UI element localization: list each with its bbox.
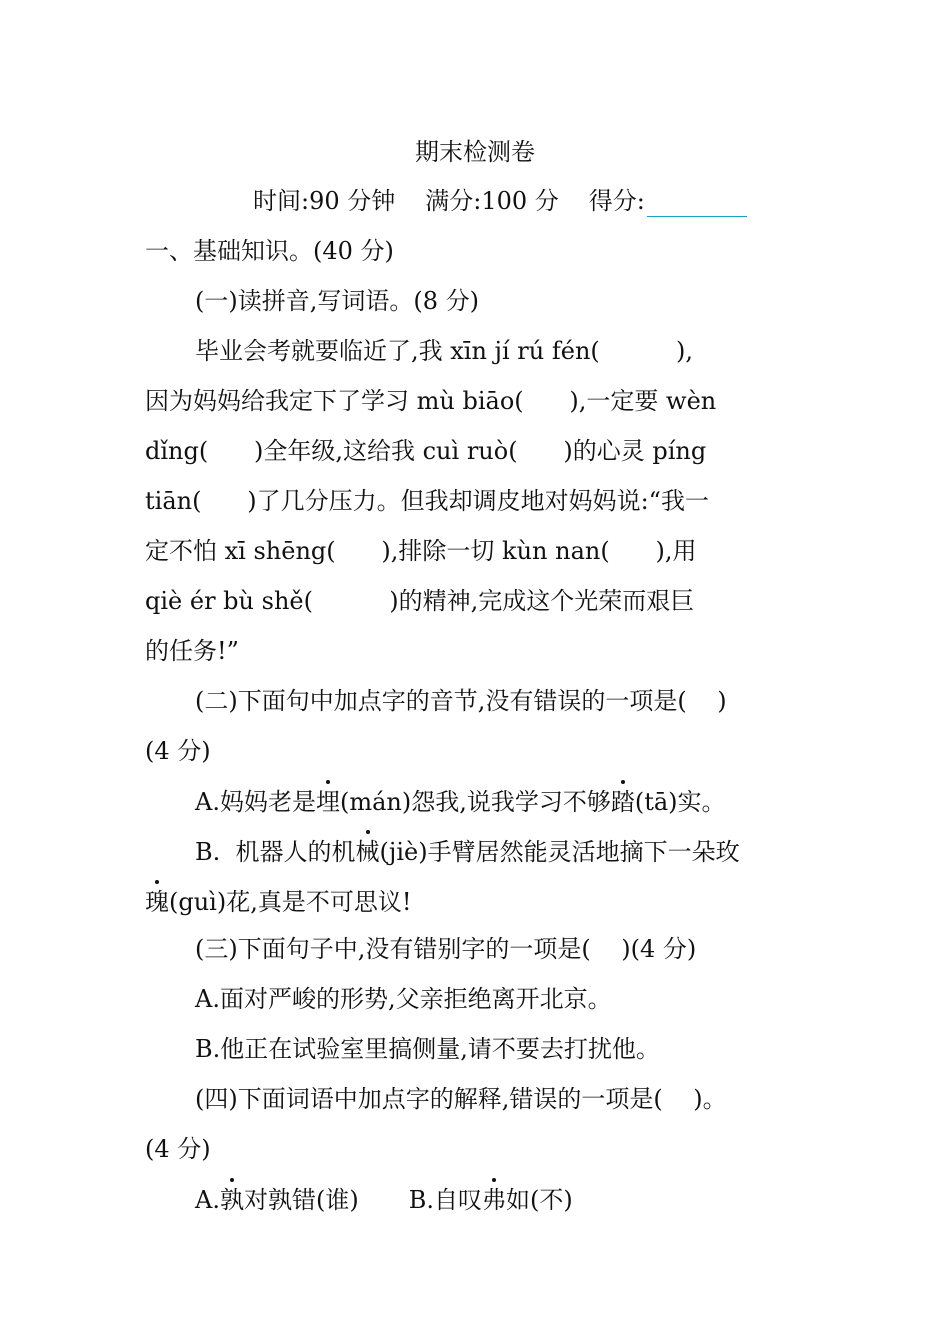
- option-text: 如(不): [505, 1186, 573, 1214]
- option-text: B.自叹: [408, 1186, 482, 1214]
- option-text: A.: [195, 1186, 220, 1214]
- dotted-char: 瑰: [145, 888, 169, 916]
- question-4-option-a: [195, 1186, 359, 1214]
- question-3-option-a: A.面对严峻的形势,父亲拒绝离开北京。: [195, 985, 612, 1013]
- question-2-option-a: [195, 786, 726, 818]
- option-text: 对孰错(谁): [243, 1186, 359, 1214]
- dotted-char: 弗: [481, 1186, 506, 1214]
- question-4-heading: (四)下面词语中加点字的解释,错误的一项是( )。: [195, 1085, 727, 1113]
- question-1-line: 定不怕 xī shēng( ),排除一切 kùn nan( ),用: [145, 537, 697, 565]
- score-label: 得分:: [588, 187, 645, 215]
- time-info: 时间:90 分钟: [253, 187, 396, 215]
- question-2-score: (4 分): [145, 737, 211, 765]
- question-1-line: qiè ér bù shě( )的精神,完成这个光荣而艰巨: [145, 587, 695, 615]
- question-1-line: 毕业会考就要临近了,我 xīn jí rú fén( ),: [195, 337, 694, 365]
- dotted-char: 踏: [610, 788, 635, 816]
- exam-title: 期末检测卷: [415, 138, 535, 166]
- question-1-line: 因为妈妈给我定下了学习 mù biāo( ),一定要 wèn: [145, 387, 717, 415]
- question-1-heading: (一)读拼音,写词语。(8 分): [195, 287, 479, 315]
- option-text: B. 机器人的机: [195, 838, 356, 866]
- question-4-option-b: [409, 1186, 573, 1214]
- question-1-line: dǐng( )全年级,这给我 cuì ruò( )的心灵 píng: [145, 437, 707, 465]
- section-heading: 一、基础知识。(40 分): [145, 237, 394, 265]
- dotted-char: 埋: [315, 788, 340, 816]
- question-4-score: (4 分): [145, 1135, 211, 1163]
- option-text: (guì)花,真是不可思议!: [169, 888, 412, 916]
- question-3-option-b: B.他正在试验室里搞侧量,请不要去打扰他。: [195, 1035, 660, 1063]
- option-text: (tā)实。: [634, 788, 726, 816]
- score-blank[interactable]: [647, 192, 747, 217]
- question-2-option-b-continued: [145, 886, 412, 918]
- question-4-options: [195, 1184, 573, 1216]
- question-2-option-b: [195, 836, 740, 868]
- dotted-char: 孰: [219, 1186, 244, 1214]
- question-1-line: 的任务!”: [145, 637, 239, 665]
- question-3-heading: (三)下面句子中,没有错别字的一项是( )(4 分): [195, 935, 697, 963]
- full-score-info: 满分:100 分: [425, 187, 559, 215]
- question-1-line: tiān( )了几分压力。但我却调皮地对妈妈说:“我一: [145, 487, 709, 515]
- option-text: (jiè)手臂居然能灵活地摘下一朵玫: [379, 838, 740, 866]
- option-text: (mán)怨我,说我学习不够: [339, 788, 611, 816]
- question-2-heading: (二)下面句中加点字的音节,没有错误的一项是( ): [195, 687, 727, 715]
- option-text: A.妈妈老是: [195, 788, 316, 816]
- exam-info-row: [253, 185, 747, 217]
- dotted-char: 械: [355, 838, 380, 866]
